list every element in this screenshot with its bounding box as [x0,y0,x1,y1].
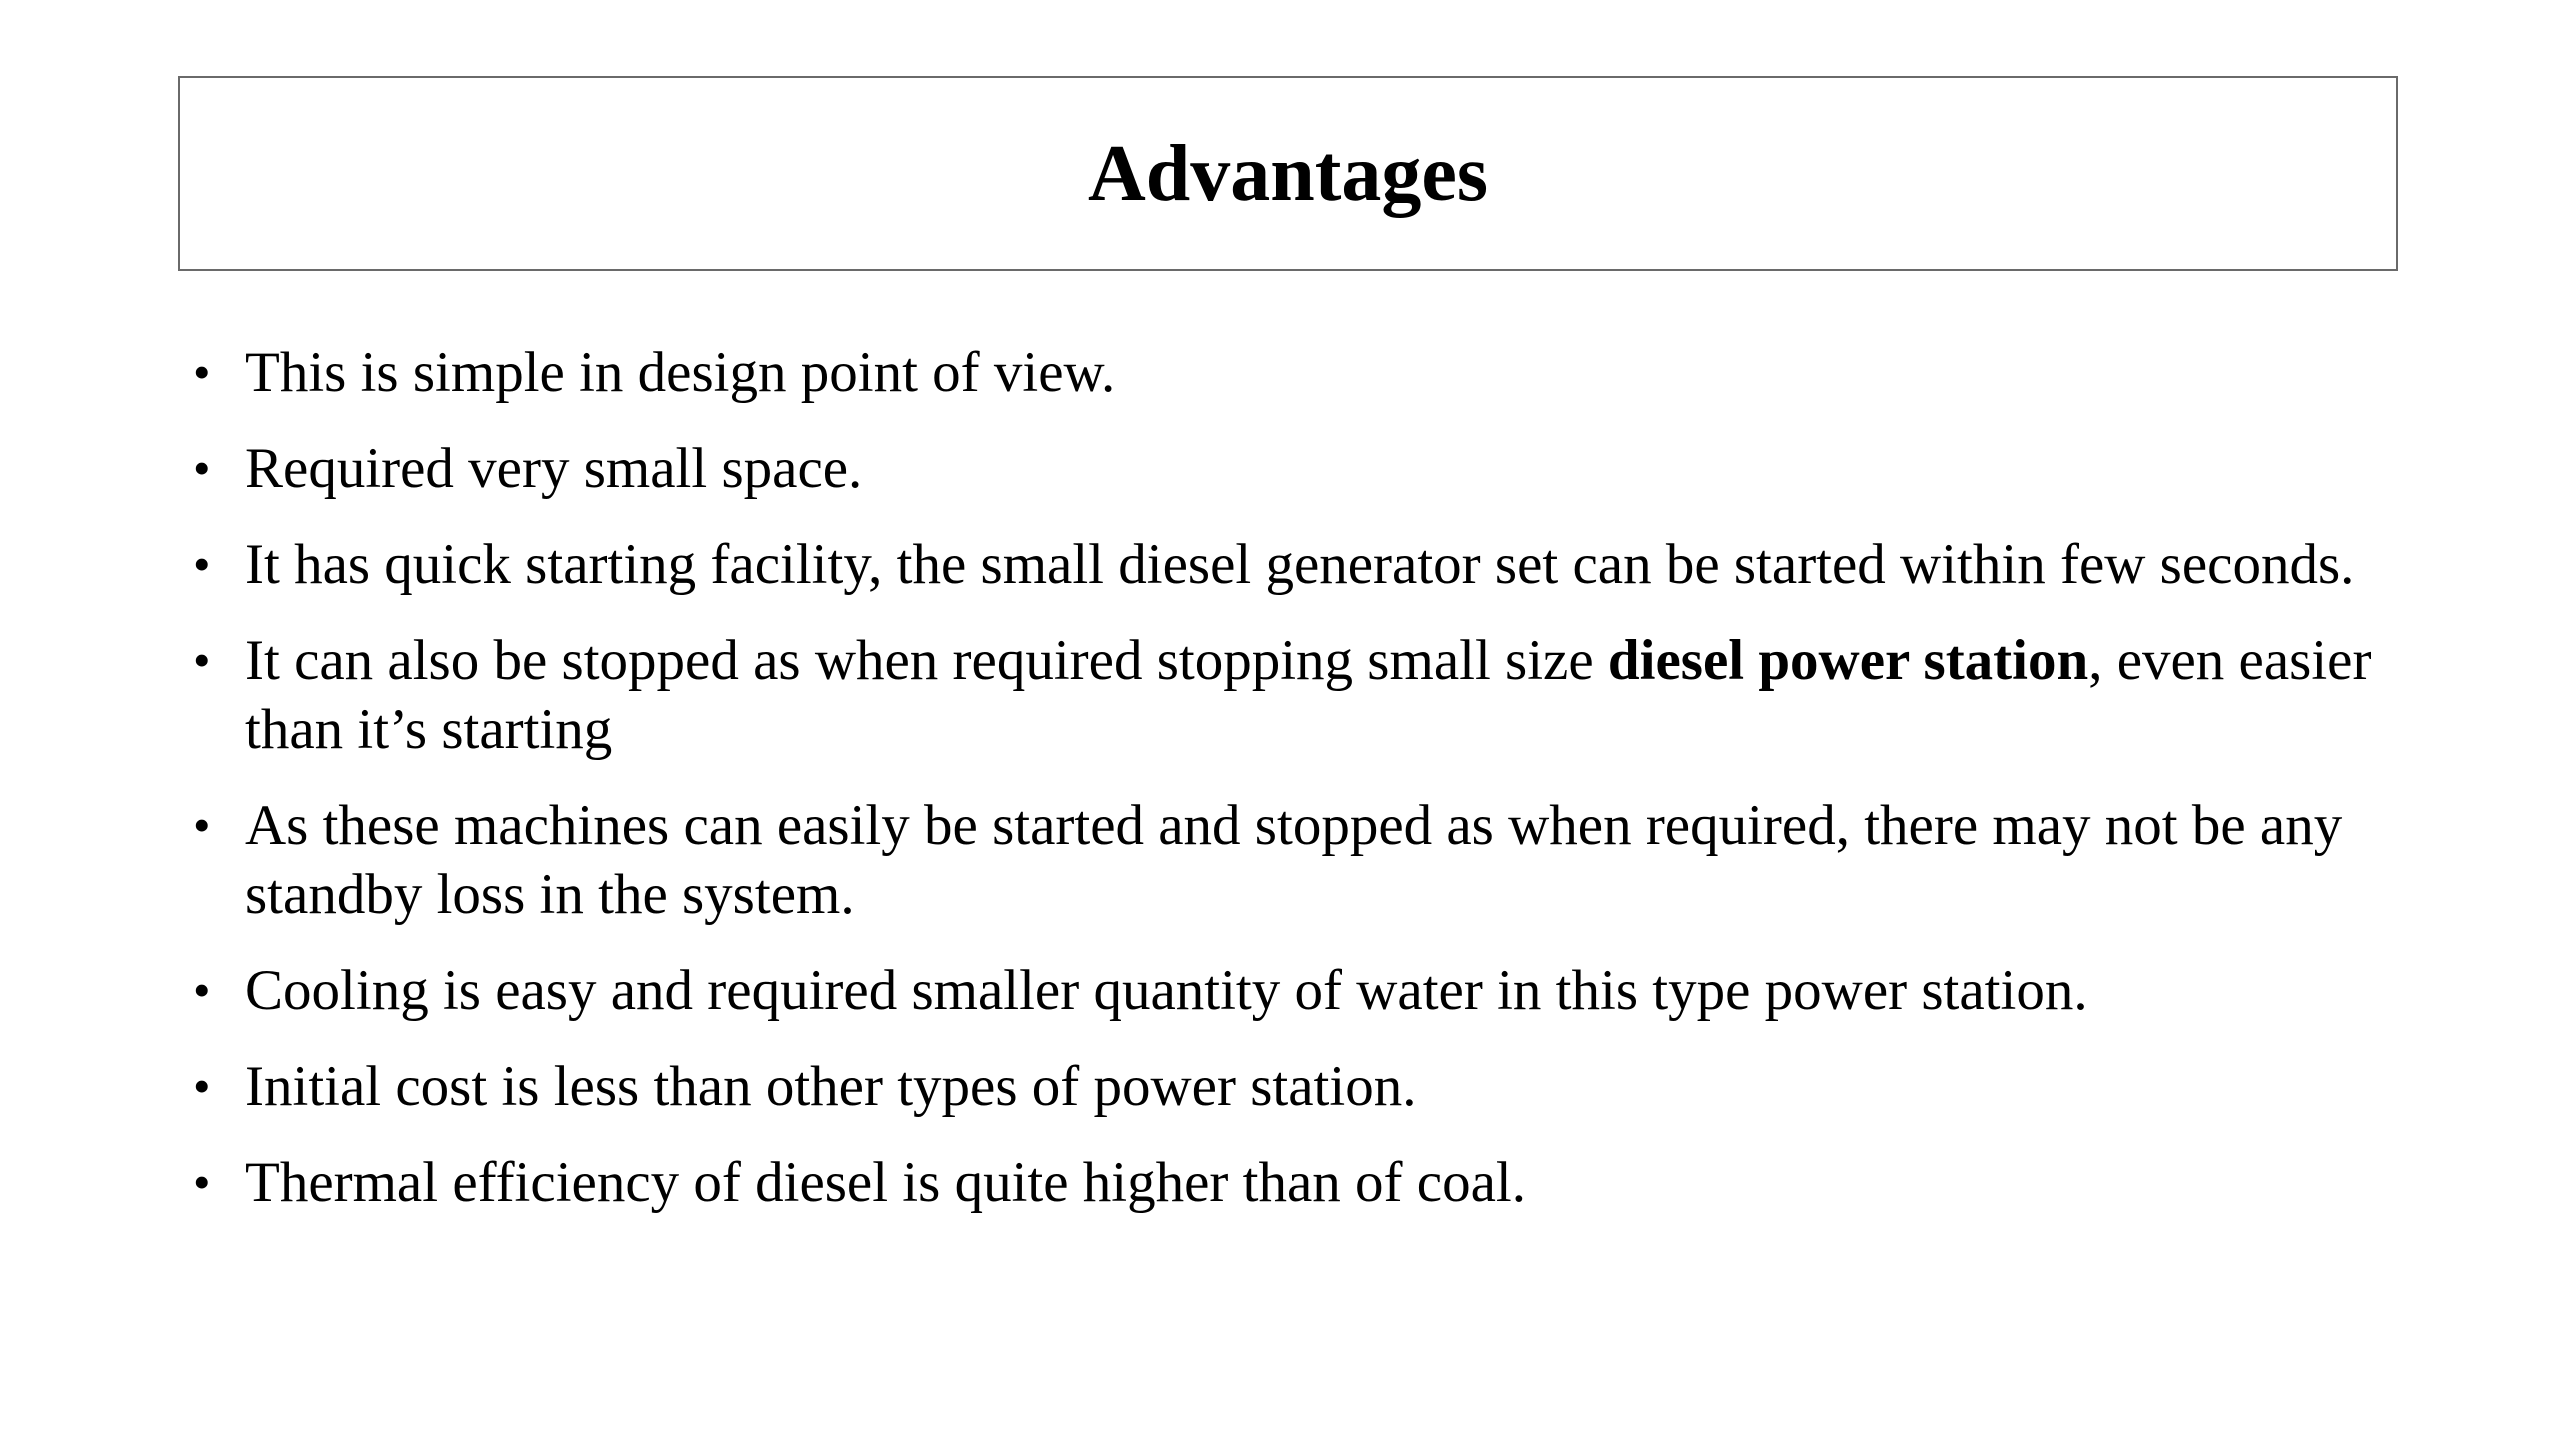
bullet-bold-term: diesel power station [1607,629,2089,692]
bullet-dot-icon: • [193,797,211,853]
slide-title: Advantages [1087,129,1489,218]
bullet-dot-icon: • [193,962,211,1018]
bullet-dot-icon: • [193,536,211,592]
bullet-dot-icon: • [193,1058,211,1114]
bullet-item [193,530,2403,599]
bullet-text: It has quick starting facility, the small diesel generator set can be started within few seconds. [245,533,2355,596]
bullet-dot-icon: • [193,440,211,496]
bullet-item [193,956,2403,1025]
bullet-item [193,1148,2403,1217]
bullet-dot-icon: • [193,1154,211,1210]
bullet-text: Thermal efficiency of diesel is quite higher than of coal. [245,1151,1526,1214]
title-box [178,76,2398,271]
bullet-text: Initial cost is less than other types of power station. [245,1055,1417,1118]
bullet-item [193,791,2403,929]
bullet-item [193,1052,2403,1121]
bullet-item [193,338,2403,407]
bullet-item [193,626,2403,764]
bullet-text-after: , even easier than it’s starting [245,629,2372,761]
bullet-text: This is simple in design point of view. [245,341,1116,404]
bullet-list [193,338,2403,1244]
bullet-text: Cooling is easy and required smaller quantity of water in this type power station. [245,959,2088,1022]
bullet-item [193,434,2403,503]
bullet-dot-icon: • [193,344,211,400]
bullet-dot-icon: • [193,632,211,688]
bullet-text-before: It can also be stopped as when required stopping small size [245,629,1608,692]
bullet-text: Required very small space. [245,437,863,500]
bullet-text: As these machines can easily be started and stopped as when required, there may not be any standby loss in the system. [245,794,2343,926]
